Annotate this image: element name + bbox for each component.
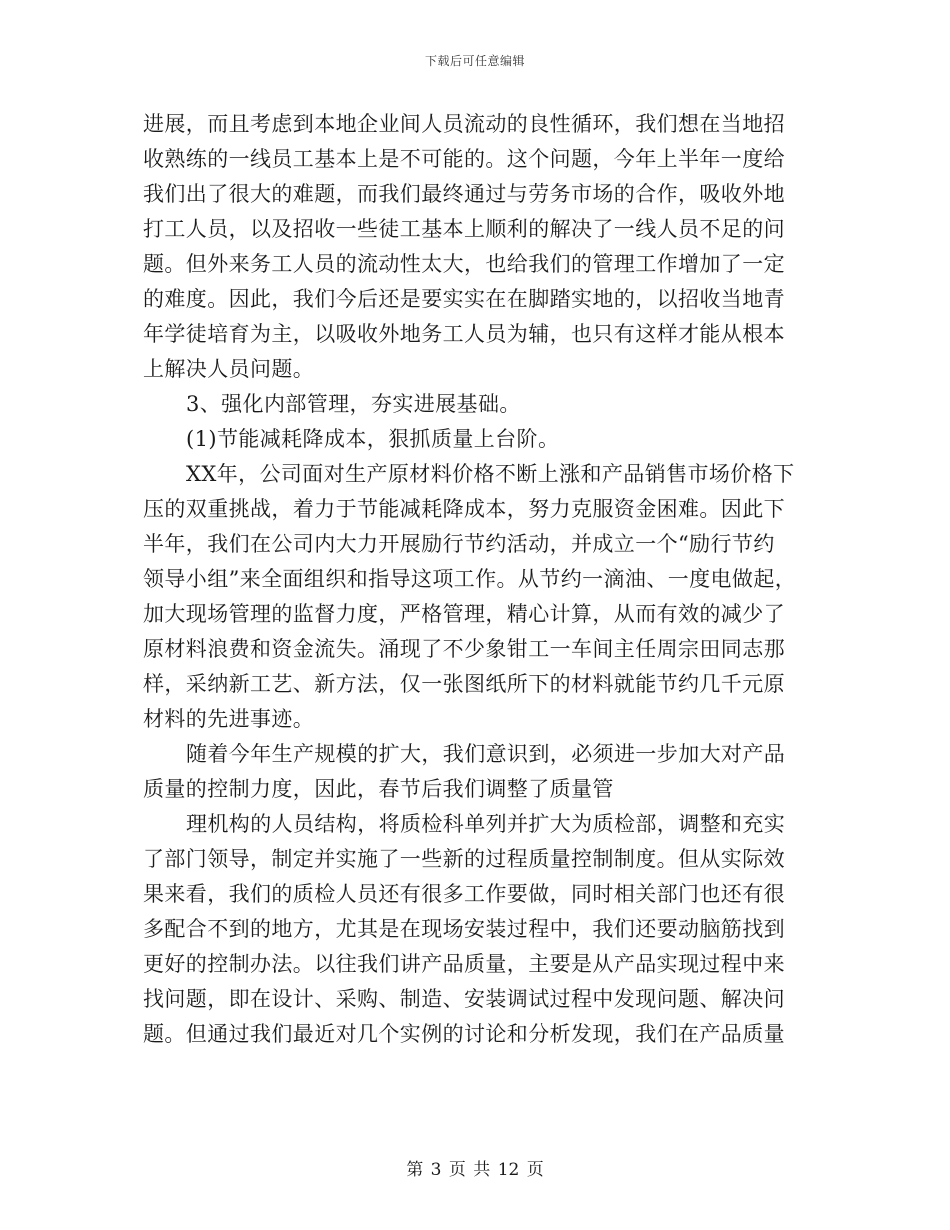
text-line: 理机构的人员结构，将质检科单列并扩大为质检部，调整和充实 <box>186 812 786 836</box>
document-body <box>143 107 803 1052</box>
text-line: XX年，公司面对生产原材料价格不断上涨和产品销售市场价格下 <box>186 462 795 486</box>
text-line: 更好的控制办法。以往我们讲产品质量，主要是从产品实现过程中来 <box>143 952 785 976</box>
text-line: 样，采纳新工艺、新方法，仅一张图纸所下的材料就能节约几千元原 <box>143 672 785 696</box>
text-line: 质量的控制力度，因此，春节后我们调整了质量管 <box>143 777 614 801</box>
text-line: 题。但外来务工人员的流动性太大，也给我们的管理工作增加了一定 <box>143 252 785 276</box>
text-line: 打工人员，以及招收一些徒工基本上顺利的解决了一线人员不足的问 <box>143 217 785 241</box>
text-line: 找问题，即在设计、采购、制造、安装调试过程中发现问题、解决问 <box>143 987 785 1011</box>
text-line: 上解决人员问题。 <box>143 357 315 381</box>
page-footer: 第 3 页 共 12 页 <box>406 1160 544 1180</box>
text-line: 我们出了很大的难题，而我们最终通过与劳务市场的合作，吸收外地 <box>143 182 785 206</box>
text-line: 的难度。因此，我们今后还是要实实在在脚踏实地的，以招收当地青 <box>143 287 785 311</box>
text-line: 多配合不到的地方，尤其是在现场安装过程中，我们还要动脑筋找到 <box>143 917 785 941</box>
text-line: (1)节能减耗降成本，狠抓质量上台阶。 <box>186 427 560 451</box>
text-line: 加大现场管理的监督力度，严格管理，精心计算，从而有效的减少了 <box>143 602 785 626</box>
text-line: 半年，我们在公司内大力开展励行节约活动，并成立一个“励行节约 <box>143 532 775 556</box>
text-line: 题。但通过我们最近对几个实例的讨论和分析发现，我们在产品质量 <box>143 1022 785 1046</box>
text-line: 收熟练的一线员工基本上是不可能的。这个问题，今年上半年一度给 <box>143 147 785 171</box>
text-line: 原材料浪费和资金流失。涌现了不少象钳工一车间主任周宗田同志那 <box>143 637 785 661</box>
text-line: 果来看，我们的质检人员还有很多工作要做，同时相关部门也还有很 <box>143 882 785 906</box>
text-line: 随着今年生产规模的扩大，我们意识到，必须进一步加大对产品 <box>186 742 786 766</box>
text-line: 领导小组”来全面组织和指导这项工作。从节约一滴油、一度电做起， <box>143 567 797 591</box>
text-line: 压的双重挑战，着力于节能减耗降成本，努力克服资金困难。因此下 <box>143 497 785 521</box>
text-line: 进展，而且考虑到本地企业间人员流动的良性循环，我们想在当地招 <box>143 112 785 136</box>
text-line: 3、强化内部管理，夯实进展基础。 <box>186 392 521 416</box>
page-header: 下载后可任意编辑 <box>424 54 525 68</box>
text-line: 年学徒培育为主，以吸收外地务工人员为辅，也只有这样才能从根本 <box>143 322 785 346</box>
text-line: 材料的先进事迹。 <box>143 707 315 731</box>
text-line: 了部门领导，制定并实施了一些新的过程质量控制制度。但从实际效 <box>143 847 785 871</box>
